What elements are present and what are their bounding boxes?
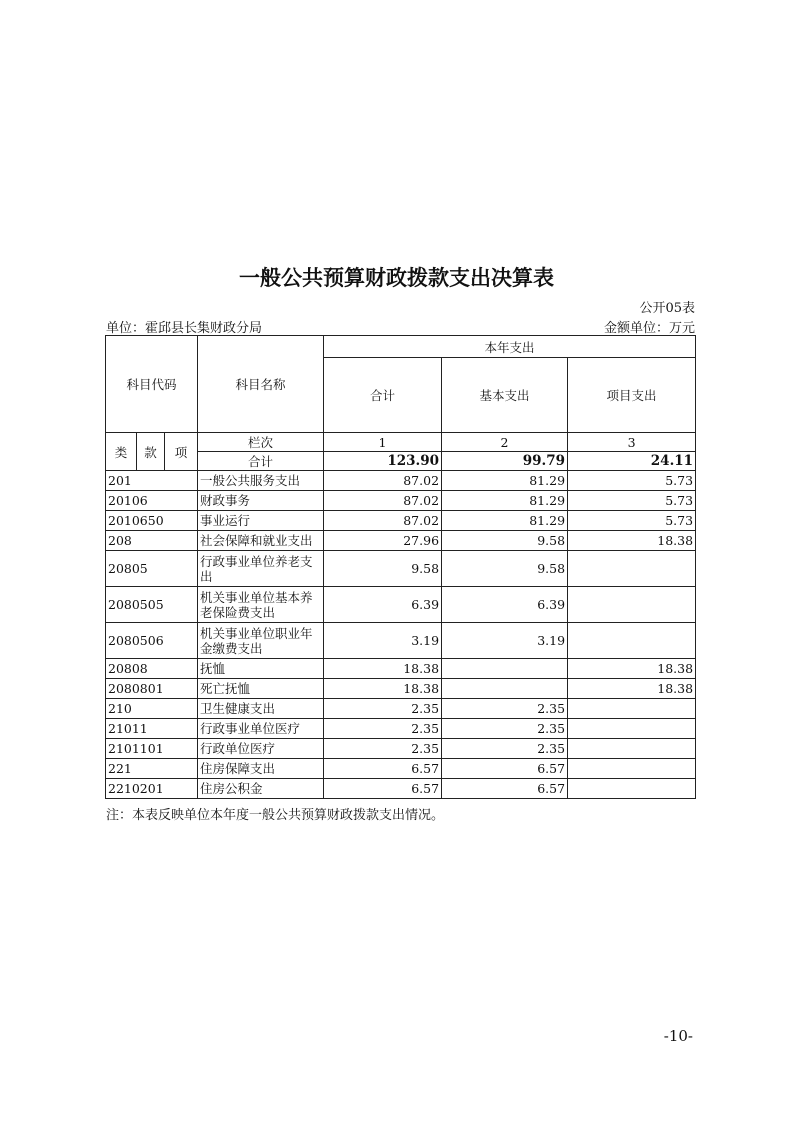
row-name: 机关事业单位基本养老保险费支出 [198, 587, 324, 623]
row-project [568, 623, 696, 659]
table-row [106, 511, 696, 531]
row-project: 18.38 [568, 679, 696, 699]
row-project: 5.73 [568, 471, 696, 491]
row-total: 6.57 [324, 759, 442, 779]
budget-table [105, 335, 696, 799]
row-basic [442, 679, 568, 699]
row-project [568, 779, 696, 799]
table-row [106, 551, 696, 587]
table-row [106, 623, 696, 659]
header-total: 合计 [324, 358, 442, 433]
row-code: 2080506 [106, 623, 198, 659]
row-total: 2.35 [324, 699, 442, 719]
summary-total: 123.90 [324, 452, 442, 471]
row-project: 5.73 [568, 491, 696, 511]
form-number: 公开05表 [639, 301, 695, 316]
row-code: 2010650 [106, 511, 198, 531]
row-name: 事业运行 [198, 511, 324, 531]
row-code: 208 [106, 531, 198, 551]
row-project [568, 719, 696, 739]
row-code: 221 [106, 759, 198, 779]
row-total: 87.02 [324, 511, 442, 531]
col-number-1: 1 [324, 433, 442, 452]
summary-basic: 99.79 [442, 452, 568, 471]
table-row [106, 719, 696, 739]
header-year-expense: 本年支出 [324, 336, 696, 358]
row-name: 行政事业单位医疗 [198, 719, 324, 739]
row-project [568, 739, 696, 759]
summary-project: 24.11 [568, 452, 696, 471]
page-title: 一般公共预算财政拨款支出决算表 [239, 266, 554, 290]
table-row [106, 759, 696, 779]
table-note: 注：本表反映单位本年度一般公共预算财政拨款支出情况。 [106, 808, 445, 823]
header-name: 科目名称 [198, 336, 324, 433]
row-basic: 3.19 [442, 623, 568, 659]
row-name: 住房公积金 [198, 779, 324, 799]
unit-label: 单位：霍邱县长集财政分局 [106, 321, 263, 336]
row-project [568, 551, 696, 587]
row-total: 87.02 [324, 491, 442, 511]
col-number-2: 2 [442, 433, 568, 452]
row-code: 2080801 [106, 679, 198, 699]
table-row [106, 587, 696, 623]
row-code: 21011 [106, 719, 198, 739]
row-name: 抚恤 [198, 659, 324, 679]
row-name: 死亡抚恤 [198, 679, 324, 699]
row-total: 27.96 [324, 531, 442, 551]
row-name: 卫生健康支出 [198, 699, 324, 719]
row-total: 18.38 [324, 679, 442, 699]
header-kuan: 款 [137, 433, 165, 471]
table-row [106, 679, 696, 699]
row-project: 5.73 [568, 511, 696, 531]
row-code: 201 [106, 471, 198, 491]
row-basic: 81.29 [442, 471, 568, 491]
row-basic: 81.29 [442, 491, 568, 511]
table-row [106, 491, 696, 511]
row-project [568, 587, 696, 623]
table-row [106, 659, 696, 679]
row-basic: 9.58 [442, 551, 568, 587]
table-row [106, 471, 696, 491]
table-row [106, 699, 696, 719]
summary-label: 合计 [198, 452, 324, 471]
row-basic: 6.57 [442, 779, 568, 799]
row-code: 2210201 [106, 779, 198, 799]
row-name: 机关事业单位职业年金缴费支出 [198, 623, 324, 659]
row-total: 6.57 [324, 779, 442, 799]
row-basic [442, 659, 568, 679]
row-basic: 9.58 [442, 531, 568, 551]
row-basic: 6.39 [442, 587, 568, 623]
row-name: 行政单位医疗 [198, 739, 324, 759]
row-name: 社会保障和就业支出 [198, 531, 324, 551]
row-project: 18.38 [568, 659, 696, 679]
table-row [106, 531, 696, 551]
row-basic: 2.35 [442, 739, 568, 759]
table-row [106, 739, 696, 759]
row-name: 住房保障支出 [198, 759, 324, 779]
row-name: 行政事业单位养老支出 [198, 551, 324, 587]
row-project: 18.38 [568, 531, 696, 551]
header-xiang: 项 [165, 433, 198, 471]
row-total: 18.38 [324, 659, 442, 679]
row-name: 财政事务 [198, 491, 324, 511]
header-lei: 类 [106, 433, 137, 471]
row-project [568, 699, 696, 719]
header-project: 项目支出 [568, 358, 696, 433]
row-basic: 2.35 [442, 719, 568, 739]
row-code: 20808 [106, 659, 198, 679]
row-code: 20106 [106, 491, 198, 511]
header-code: 科目代码 [106, 336, 198, 433]
row-code: 2101101 [106, 739, 198, 759]
row-total: 2.35 [324, 739, 442, 759]
col-number-3: 3 [568, 433, 696, 452]
row-code: 2080505 [106, 587, 198, 623]
row-basic: 6.57 [442, 759, 568, 779]
header-lanci: 栏次 [198, 433, 324, 452]
row-basic: 2.35 [442, 699, 568, 719]
page-number: -10- [663, 1027, 693, 1045]
money-unit: 金额单位：万元 [603, 321, 695, 336]
row-basic: 81.29 [442, 511, 568, 531]
row-total: 3.19 [324, 623, 442, 659]
header-basic: 基本支出 [442, 358, 568, 433]
row-code: 210 [106, 699, 198, 719]
row-total: 2.35 [324, 719, 442, 739]
row-total: 6.39 [324, 587, 442, 623]
row-total: 87.02 [324, 471, 442, 491]
row-code: 20805 [106, 551, 198, 587]
row-name: 一般公共服务支出 [198, 471, 324, 491]
row-total: 9.58 [324, 551, 442, 587]
row-project [568, 759, 696, 779]
table-row [106, 779, 696, 799]
